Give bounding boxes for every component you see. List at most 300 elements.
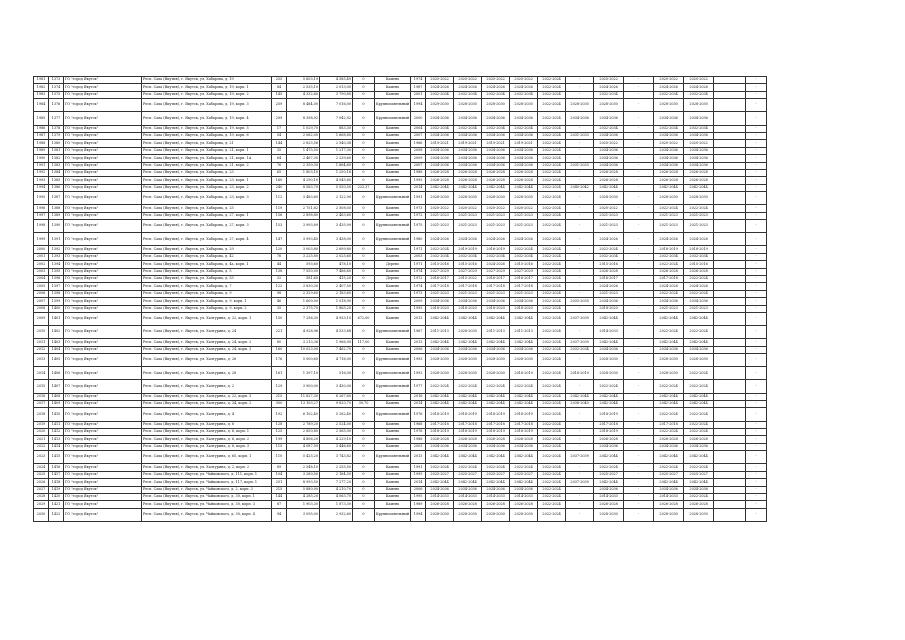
- cell-flats-count: 259: [272, 99, 287, 112]
- cell-total-area: 3 289,50: [287, 471, 320, 478]
- cell-row-number: 2007: [34, 298, 49, 305]
- cell-period-6: 2028-2030: [566, 99, 594, 112]
- cell-flats-count: 144: [272, 493, 287, 500]
- cell-period-4: 2034-2036: [510, 443, 538, 450]
- cell-nonresidential-area: 0: [353, 112, 375, 125]
- cell-flats-count: 255: [272, 77, 287, 84]
- cell-flats-count: 32: [272, 275, 287, 282]
- cell-period-5: 2022-2024: [538, 162, 566, 169]
- cell-period-7: 2022-2024: [594, 246, 624, 253]
- cell-house-id: 1410: [49, 408, 64, 421]
- cell-period-4: 2021-2023: [510, 212, 538, 219]
- cell-period-9: 2022-2024: [654, 326, 684, 339]
- cell-flats-count: 84: [272, 84, 287, 91]
- cell-period-9: 2022-2024: [654, 205, 684, 212]
- cell-period-2: 2028-2030: [454, 354, 482, 367]
- cell-house-id: 1408: [49, 393, 64, 400]
- cell-period-10: 2034-2036: [684, 443, 714, 450]
- cell-period-9: 2022-2024: [654, 261, 684, 268]
- cell-period-9: 2042-2044: [654, 401, 684, 408]
- cell-row-number: 1996: [34, 205, 49, 212]
- cell-period-4: 2011-2013: [510, 326, 538, 339]
- cell-period-10: 2020-2022: [684, 140, 714, 147]
- cell-period-6: -: [566, 91, 594, 98]
- cell-period-6: -: [566, 261, 594, 268]
- cell-flats-count: 153: [272, 220, 287, 233]
- cell-period-4: 2034-2036: [510, 155, 538, 162]
- cell-period-8: -: [624, 192, 654, 205]
- cell-period-5: 2022-2024: [538, 112, 566, 125]
- cell-flats-count: 80: [272, 339, 287, 346]
- cell-row-number: 2030: [34, 508, 49, 521]
- cell-period-2: 2020-2022: [454, 77, 482, 84]
- cell-period-7: 2024-2026: [594, 283, 624, 290]
- cell-wall-material: Дерево: [375, 275, 411, 282]
- cell-period-7: 2042-2044: [594, 393, 624, 400]
- cell-period-8: -: [624, 177, 654, 184]
- cell-period-10: 2034-2036: [684, 298, 714, 305]
- cell-period-2: 2014-2033: [454, 493, 482, 500]
- cell-living-area: 478,10: [320, 261, 353, 268]
- cell-period-1: 2027-2029: [426, 268, 454, 275]
- cell-period-9: 2021-2023: [654, 220, 684, 233]
- cell-period-3: 2028-2030: [482, 192, 510, 205]
- cell-period-3: 2026-2028: [482, 501, 510, 508]
- cell-wall-material: Камень: [375, 268, 411, 275]
- cell-last-column: -: [746, 471, 767, 478]
- cell-period-9: 2042-2044: [654, 393, 684, 400]
- cell-period-1: 2021-2023: [426, 290, 454, 297]
- cell-period-10: 2032-2034: [684, 125, 714, 132]
- cell-row-number: 2002: [34, 261, 49, 268]
- cell-blank-cell: [714, 346, 746, 353]
- cell-period-7: 2034-2036: [594, 486, 624, 493]
- cell-period-8: -: [624, 464, 654, 471]
- cell-blank-cell: [714, 246, 746, 253]
- cell-period-10: 2022-2024: [684, 205, 714, 212]
- cell-wall-material: Камень: [375, 132, 411, 139]
- cell-total-area: 593,60: [287, 261, 320, 268]
- table-row: [34, 261, 767, 268]
- cell-total-area: 4 087,59: [287, 443, 320, 450]
- cell-period-10: 2026-2028: [684, 169, 714, 176]
- cell-period-8: -: [624, 184, 654, 191]
- cell-nonresidential-area: 0: [353, 125, 375, 132]
- cell-build-year: 1972: [411, 212, 426, 219]
- cell-period-5: 2022-2024: [538, 220, 566, 233]
- cell-period-4: 2017-2018: [510, 421, 538, 428]
- cell-period-3: 2020-2022: [482, 205, 510, 212]
- cell-last-column: -: [746, 77, 767, 84]
- cell-period-4: 2017-2018: [510, 283, 538, 290]
- cell-municipality: ГО "город Якутск": [64, 99, 142, 112]
- cell-period-6: 2040-2042: [566, 184, 594, 191]
- cell-blank-cell: [714, 112, 746, 125]
- cell-wall-material: Крупнопанельный: [375, 408, 411, 421]
- table-row: [34, 298, 767, 305]
- cell-period-6: -: [566, 147, 594, 154]
- cell-period-10: 2042-2044: [684, 312, 714, 325]
- cell-period-2: 2028-2030: [454, 367, 482, 380]
- cell-living-area: 2 122,90: [320, 192, 353, 205]
- cell-total-area: 3 993,40: [287, 233, 320, 246]
- cell-period-7: 2032-2034: [594, 91, 624, 98]
- cell-nonresidential-area: 0: [353, 132, 375, 139]
- cell-period-1: 2014-2033: [426, 493, 454, 500]
- cell-nonresidential-area: 223,37: [353, 184, 375, 191]
- cell-period-8: -: [624, 99, 654, 112]
- cell-period-9: 2032-2034: [654, 125, 684, 132]
- cell-living-area: 8 267,60: [320, 393, 353, 400]
- cell-build-year: 1995: [411, 305, 426, 312]
- cell-period-5: 2022-2024: [538, 451, 566, 464]
- cell-period-9: 2017-2018: [654, 275, 684, 282]
- cell-total-area: 1 903,30: [287, 501, 320, 508]
- cell-municipality: ГО "город Якутск": [64, 421, 142, 428]
- cell-wall-material: Крупнопанельный: [375, 192, 411, 205]
- cell-period-10: 2034-2036: [684, 112, 714, 125]
- cell-period-8: -: [624, 77, 654, 84]
- cell-flats-count: 46: [272, 298, 287, 305]
- cell-period-7: 2034-2036: [594, 346, 624, 353]
- table-row: [34, 290, 767, 297]
- cell-municipality: ГО "город Якутск": [64, 192, 142, 205]
- cell-last-column: -: [746, 132, 767, 139]
- cell-living-area: 3 435,99: [320, 220, 353, 233]
- cell-nonresidential-area: 0: [353, 253, 375, 260]
- cell-build-year: 1966: [411, 140, 426, 147]
- cell-wall-material: Крупнопанельный: [375, 99, 411, 112]
- cell-period-8: -: [624, 393, 654, 400]
- cell-period-10: 2042-2044: [684, 401, 714, 408]
- cell-period-1: 2032-2034: [426, 253, 454, 260]
- table-row: [34, 233, 767, 246]
- cell-period-2: 2042-2044: [454, 451, 482, 464]
- cell-nonresidential-area: 0: [353, 192, 375, 205]
- cell-build-year: 1977: [411, 380, 426, 393]
- cell-address: Респ. Саха (Якутия), г. Якутск, ул. Хабарова, д. 19, корп. 2: [142, 91, 272, 98]
- cell-row-number: 1984: [34, 99, 49, 112]
- cell-period-10: 2022-2024: [684, 326, 714, 339]
- cell-house-id: 1390: [49, 220, 64, 233]
- cell-period-2: 2015-2022: [454, 275, 482, 282]
- cell-period-2: 2034-2036: [454, 162, 482, 169]
- cell-period-4: 2042-2044: [510, 393, 538, 400]
- cell-total-area: 3 900,00: [287, 380, 320, 393]
- cell-living-area: 7 486,60: [320, 268, 353, 275]
- cell-nonresidential-area: 0: [353, 305, 375, 312]
- cell-blank-cell: [714, 77, 746, 84]
- cell-blank-cell: [714, 436, 746, 443]
- cell-period-6: 2042-2044: [566, 393, 594, 400]
- cell-nonresidential-area: 0: [353, 380, 375, 393]
- cell-build-year: 2016: [411, 393, 426, 400]
- cell-period-8: -: [624, 380, 654, 393]
- cell-municipality: ГО "город Якутск": [64, 253, 142, 260]
- cell-period-4: 2032-2034: [510, 253, 538, 260]
- cell-flats-count: 251: [272, 479, 287, 486]
- cell-period-5: 2022-2024: [538, 77, 566, 84]
- cell-house-id: 1418: [49, 479, 64, 486]
- cell-address: Респ. Саха (Якутия), г. Якутск, ул. Халтурина, д. 24: [142, 326, 272, 339]
- cell-living-area: 4 210,70: [320, 486, 353, 493]
- cell-period-1: 2042-2044: [426, 451, 454, 464]
- cell-period-8: -: [624, 354, 654, 367]
- cell-build-year: 1988: [411, 169, 426, 176]
- cell-living-area: 4 045,60: [320, 177, 353, 184]
- cell-period-9: 2021-2023: [654, 305, 684, 312]
- cell-period-5: 2022-2024: [538, 443, 566, 450]
- cell-wall-material: Камень: [375, 283, 411, 290]
- cell-period-10: 2021-2023: [684, 212, 714, 219]
- cell-period-10: 2034-2036: [684, 346, 714, 353]
- cell-last-column: -: [746, 408, 767, 421]
- cell-house-id: 1381: [49, 147, 64, 154]
- cell-row-number: 2026: [34, 479, 49, 486]
- cell-period-7: 2034-2036: [594, 298, 624, 305]
- cell-flats-count: 87: [272, 501, 287, 508]
- cell-house-id: 1378: [49, 125, 64, 132]
- cell-period-2: 2019-2019: [454, 246, 482, 253]
- cell-address: Респ. Саха (Якутия), г. Якутск, ул. Халтурина, д. 24, корп. 3: [142, 346, 272, 353]
- cell-period-9: 2042-2044: [654, 451, 684, 464]
- cell-period-10: 2015-2016: [684, 261, 714, 268]
- cell-row-number: 2023: [34, 451, 49, 464]
- cell-total-area: 1 475,50: [287, 147, 320, 154]
- cell-period-1: 2032-2034: [426, 125, 454, 132]
- cell-living-area: 5 262,40: [320, 408, 353, 421]
- table-row: [34, 443, 767, 450]
- cell-period-2: 2028-2030: [454, 326, 482, 339]
- cell-municipality: ГО "город Якутск": [64, 305, 142, 312]
- cell-living-area: 516,00: [320, 367, 353, 380]
- cell-living-area: 4 585,49: [320, 77, 353, 84]
- cell-row-number: 2003: [34, 268, 49, 275]
- cell-period-3: 2016-2019: [482, 246, 510, 253]
- cell-total-area: 2 329,60: [287, 290, 320, 297]
- table-row: [34, 493, 767, 500]
- cell-row-number: 1991: [34, 162, 49, 169]
- cell-municipality: ГО "город Якутск": [64, 501, 142, 508]
- cell-municipality: ГО "город Якутск": [64, 367, 142, 380]
- cell-living-area: 1 873,30: [320, 501, 353, 508]
- cell-address: Респ. Саха (Якутия), г. Якутск, ул. Халтурина, д. 6: [142, 421, 272, 428]
- cell-period-9: 2034-2036: [654, 298, 684, 305]
- cell-period-2: 2025-2027: [454, 471, 482, 478]
- cell-blank-cell: [714, 421, 746, 428]
- cell-period-9: 2034-2036: [654, 155, 684, 162]
- cell-address: Респ. Саха (Якутия), г. Якутск, ул. Чайковского, д. 30, корп. 3: [142, 501, 272, 508]
- cell-period-8: -: [624, 401, 654, 408]
- cell-period-7: 2034-2036: [594, 112, 624, 125]
- cell-total-area: 4 332,60: [287, 91, 320, 98]
- cell-period-9: 2026-2028: [654, 501, 684, 508]
- cell-period-4: 2028-2030: [510, 354, 538, 367]
- cell-address: Респ. Саха (Якутия), г. Якутск, ул. Хабарова, д. 29: [142, 246, 272, 253]
- cell-nonresidential-area: 0: [353, 393, 375, 400]
- cell-address: Респ. Саха (Якутия), г. Якутск, ул. Хабарова, д. 53: [142, 275, 272, 282]
- cell-last-column: -: [746, 493, 767, 500]
- cell-period-5: 2022-2024: [538, 125, 566, 132]
- cell-total-area: 2 359,30: [287, 162, 320, 169]
- cell-living-area: 2 239,60: [320, 155, 353, 162]
- cell-flats-count: 150: [272, 312, 287, 325]
- cell-period-3: 2032-2034: [482, 253, 510, 260]
- cell-last-column: -: [746, 246, 767, 253]
- cell-blank-cell: [714, 177, 746, 184]
- cell-period-5: 2022-2024: [538, 429, 566, 436]
- cell-period-4: 2034-2036: [510, 162, 538, 169]
- cell-house-id: 1405: [49, 354, 64, 367]
- cell-period-7: 2021-2023: [594, 220, 624, 233]
- cell-period-7: 2015-2016: [594, 261, 624, 268]
- cell-blank-cell: [714, 501, 746, 508]
- cell-period-1: 2042-2044: [426, 312, 454, 325]
- cell-period-5: 2022-2024: [538, 184, 566, 191]
- cell-living-area: 2 183,60: [320, 290, 353, 297]
- cell-period-5: 2022-2024: [538, 155, 566, 162]
- cell-period-7: 2042-2044: [594, 184, 624, 191]
- cell-period-6: -: [566, 275, 594, 282]
- cell-period-10: 2022-2024: [684, 493, 714, 500]
- cell-row-number: 2029: [34, 501, 49, 508]
- cell-period-9: 2034-2036: [654, 346, 684, 353]
- cell-row-number: 1990: [34, 155, 49, 162]
- cell-last-column: -: [746, 220, 767, 233]
- cell-period-7: 2020-2022: [594, 205, 624, 212]
- cell-wall-material: Камень: [375, 401, 411, 408]
- cell-living-area: 2 255,50: [320, 464, 353, 471]
- cell-period-1: 2034-2036: [426, 443, 454, 450]
- cell-period-9: 2022-2024: [654, 290, 684, 297]
- cell-period-9: 2024-2026: [654, 233, 684, 246]
- cell-living-area: 4 716,00: [320, 354, 353, 367]
- cell-nonresidential-area: 0: [353, 486, 375, 493]
- cell-build-year: 1971: [411, 246, 426, 253]
- cell-period-8: -: [624, 162, 654, 169]
- cell-period-2: 2042-2044: [454, 339, 482, 346]
- cell-last-column: -: [746, 393, 767, 400]
- cell-living-area: 2 524,00: [320, 421, 353, 428]
- cell-period-3: 2018-2020: [482, 305, 510, 312]
- cell-living-area: 3 438,00: [320, 233, 353, 246]
- cell-period-5: 2022-2024: [538, 268, 566, 275]
- cell-period-4: 2022-2024: [510, 380, 538, 393]
- cell-period-7: 2028-2030: [594, 367, 624, 380]
- cell-nonresidential-area: 0: [353, 367, 375, 380]
- cell-period-2: 2034-2036: [454, 155, 482, 162]
- cell-municipality: ГО "город Якутск": [64, 443, 142, 450]
- cell-build-year: 1991: [411, 464, 426, 471]
- cell-period-6: -: [566, 408, 594, 421]
- cell-period-9: 2026-2028: [654, 436, 684, 443]
- cell-blank-cell: [714, 408, 746, 421]
- cell-build-year: 1987: [411, 84, 426, 91]
- cell-house-id: 1411: [49, 421, 64, 428]
- cell-flats-count: 54: [272, 132, 287, 139]
- cell-period-6: -: [566, 140, 594, 147]
- cell-period-8: -: [624, 508, 654, 521]
- cell-last-column: -: [746, 486, 767, 493]
- cell-wall-material: Камень: [375, 177, 411, 184]
- cell-period-7: 2026-2028: [594, 268, 624, 275]
- cell-row-number: 1985: [34, 112, 49, 125]
- cell-address: Респ. Саха (Якутия), г. Якутск, ул. Халтурина, д. 22, корп. 1: [142, 312, 272, 325]
- cell-last-column: -: [746, 177, 767, 184]
- table-row: [34, 268, 767, 275]
- cell-build-year: 2004: [411, 125, 426, 132]
- cell-blank-cell: [714, 326, 746, 339]
- table-row: [34, 479, 767, 486]
- cell-blank-cell: [714, 162, 746, 169]
- cell-blank-cell: [714, 169, 746, 176]
- cell-house-id: 1375: [49, 91, 64, 98]
- cell-period-1: 2018-2019: [426, 429, 454, 436]
- cell-period-9: 2042-2044: [654, 312, 684, 325]
- cell-last-column: -: [746, 233, 767, 246]
- table-row: [34, 140, 767, 147]
- cell-row-number: 2006: [34, 290, 49, 297]
- cell-period-4: 2018-2019: [510, 367, 538, 380]
- cell-nonresidential-area: 0: [353, 298, 375, 305]
- cell-build-year: 1974: [411, 268, 426, 275]
- cell-wall-material: Камень: [375, 479, 411, 486]
- cell-address: Респ. Саха (Якутия), г. Якутск, ул. Хабарова, д. 23, корп. 3: [142, 192, 272, 205]
- cell-period-2: 2026-2028: [454, 169, 482, 176]
- cell-build-year: 1993: [411, 354, 426, 367]
- cell-wall-material: Крупнопанельный: [375, 326, 411, 339]
- cell-blank-cell: [714, 220, 746, 233]
- cell-build-year: 1995: [411, 493, 426, 500]
- cell-municipality: ГО "город Якутск": [64, 298, 142, 305]
- cell-house-id: 1399: [49, 298, 64, 305]
- cell-period-9: 2024-2026: [654, 283, 684, 290]
- cell-period-3: 2011-2013: [482, 326, 510, 339]
- cell-flats-count: 120: [272, 246, 287, 253]
- cell-period-5: 2022-2024: [538, 246, 566, 253]
- cell-period-6: -: [566, 220, 594, 233]
- cell-period-10: 2028-2030: [684, 192, 714, 205]
- cell-period-6: -: [566, 305, 594, 312]
- cell-wall-material: Камень: [375, 346, 411, 353]
- cell-period-9: 2022-2024: [654, 408, 684, 421]
- cell-address: Респ. Саха (Якутия), г. Якутск, ул. Хабарова, д. 42: [142, 253, 272, 260]
- cell-flats-count: 89: [272, 464, 287, 471]
- cell-period-4: 2034-2036: [510, 298, 538, 305]
- cell-period-3: 2019-2021: [482, 140, 510, 147]
- cell-period-10: 2028-2030: [684, 508, 714, 521]
- cell-wall-material: Камень: [375, 205, 411, 212]
- cell-period-9: 2034-2036: [654, 132, 684, 139]
- cell-period-1: 2025-2027: [426, 471, 454, 478]
- cell-period-10: 2024-2026: [684, 84, 714, 91]
- cell-row-number: 2019: [34, 421, 49, 428]
- cell-municipality: ГО "город Якутск": [64, 339, 142, 346]
- cell-period-6: -: [566, 354, 594, 367]
- cell-blank-cell: [714, 212, 746, 219]
- cell-wall-material: Камень: [375, 436, 411, 443]
- cell-period-3: 2042-2044: [482, 451, 510, 464]
- cell-living-area: 7 042,92: [320, 112, 353, 125]
- cell-last-column: -: [746, 155, 767, 162]
- cell-flats-count: 119: [272, 205, 287, 212]
- cell-period-4: 2026-2028: [510, 501, 538, 508]
- cell-address: Респ. Саха (Якутия), г. Якутск, ул. Хабарова, д. 21, корп. 1А: [142, 155, 272, 162]
- cell-row-number: 2004: [34, 275, 49, 282]
- table-row: [34, 305, 767, 312]
- cell-period-5: 2022-2024: [538, 212, 566, 219]
- cell-build-year: 1995: [411, 177, 426, 184]
